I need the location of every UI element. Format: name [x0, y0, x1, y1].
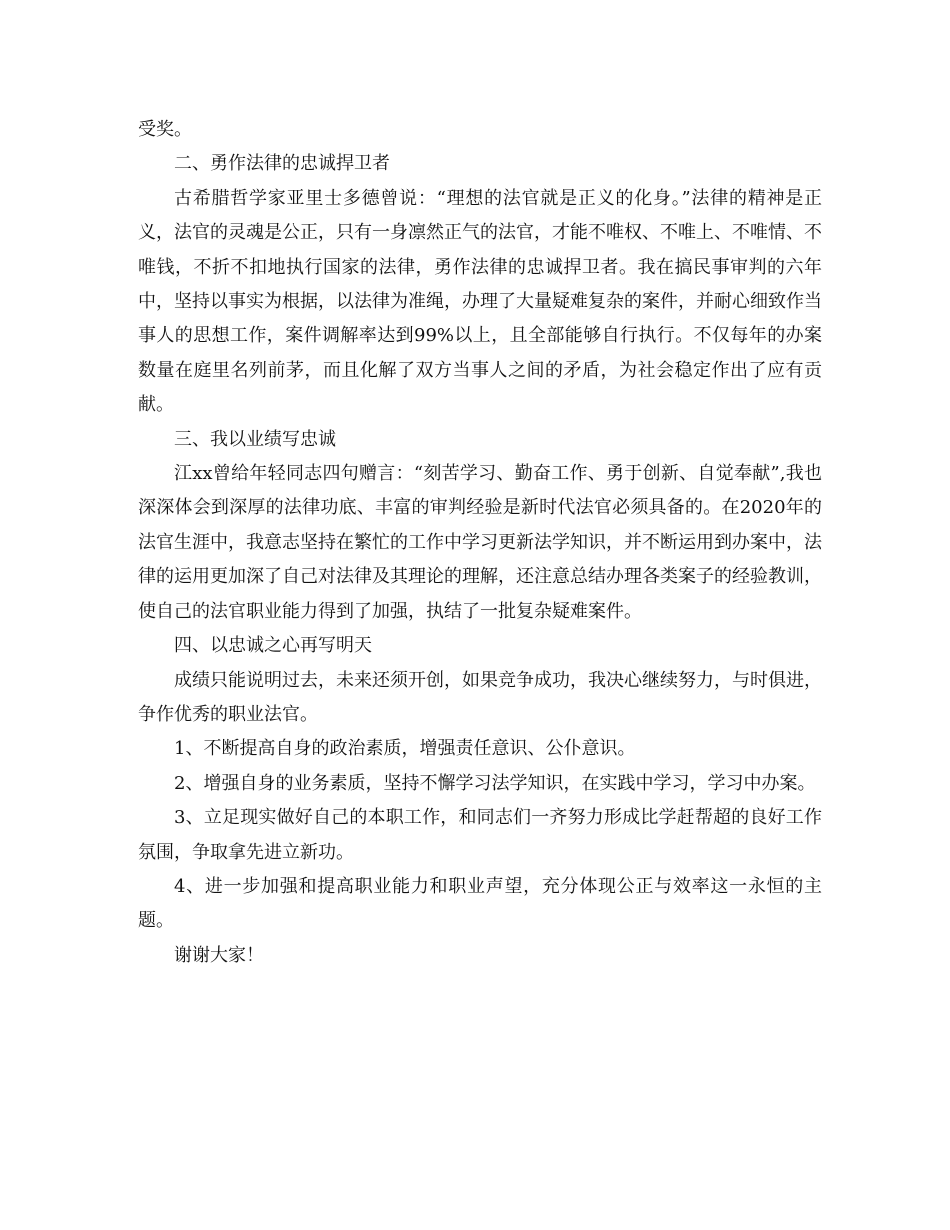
- section-heading-3: 三、我以业绩写忠诚: [174, 428, 336, 450]
- section-heading-2: 二、勇作法律的忠诚捍卫者: [174, 153, 390, 175]
- list-item-3: 3、立足现实做好自己的本职工作，和同志们一齐努力形成比学赶帮超的良好工作氛围，争取拿先进立新功。: [138, 807, 822, 863]
- paragraph-section-2: 古希腊哲学家亚里士多德曾说：“理想的法官就是正义的化身。”法律的精神是正义，法官的灵魂是公正，只有一身凛然正气的法官，才能不唯权、不唯上、不唯情、不唯钱，不折不扣地执行国家的法律，勇作法律的忠诚捍卫者。我在搞民事审判的六年中，坚持以事实为根据，以法律为准绳，办理了大量疑难复杂的案件，并耐心细致作当事人的思想工作，案件调解率达到99%以上，且全部能够自行执行。不仅每年的办案数量在庭里名列前茅，而且化解了双方当事人之间的矛盾，为社会稳定作出了应有贡献。: [138, 187, 822, 416]
- paragraph-section-4: 成绩只能说明过去，未来还须开创，如果竞争成功，我决心继续努力，与时俱进，争作优秀的职业法官。: [138, 669, 822, 725]
- paragraph-continuation: 受奖。: [138, 119, 192, 140]
- document-body: [138, 113, 822, 973]
- list-item-4: 4、进一步加强和提高职业能力和职业声望，充分体现公正与效率这一永恒的主题。: [138, 875, 822, 932]
- list-item-1: 1、不断提高自身的政治素质，增强责任意识、公仆意识。: [174, 738, 636, 760]
- closing-line: 谢谢大家！: [174, 944, 264, 966]
- paragraph-section-3: 江xx曾给年轻同志四句赠言：“刻苦学习、勤奋工作、勇于创新、自觉奉献”,我也深深体会到深厚的法律功底、丰富的审判经验是新时代法官必须具备的。在2020年的法官生涯中，我意志坚持在繁忙的工作中学习更新法学知识，并不断运用到办案中，法律的运用更加深了自己对法律及其理论的理解，还注意总结办理各类案子的经验教训，使自己的法官职业能力得到了加强，执结了一批复杂疑难案件。: [138, 463, 822, 622]
- list-item-2: 2、增强自身的业务素质，坚持不懈学习法学知识，在实践中学习，学习中办案。: [174, 772, 816, 794]
- section-heading-4: 四、以忠诚之心再写明天: [174, 635, 372, 657]
